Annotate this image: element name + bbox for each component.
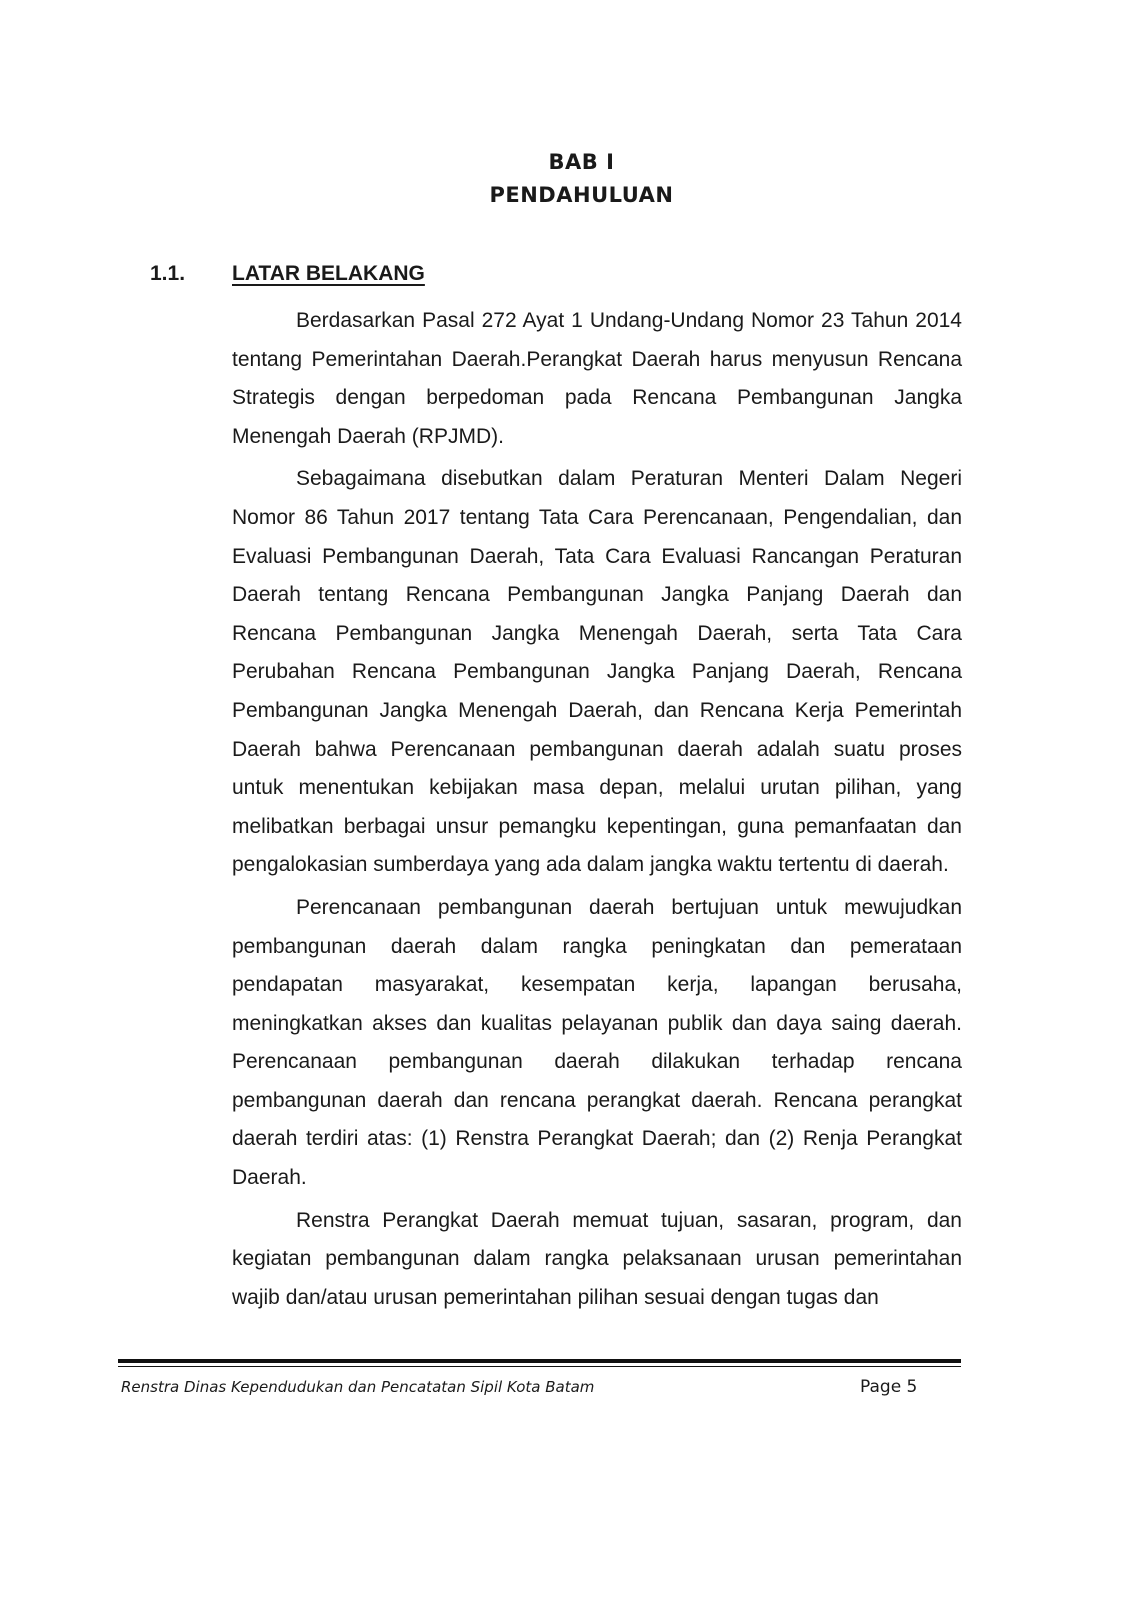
- chapter-title: PENDAHULUAN: [489, 183, 674, 207]
- body-text: [232, 302, 962, 1317]
- footer-document-title: Renstra Dinas Kependudukan dan Pencatatan Sipil Kota Batam: [121, 1378, 595, 1396]
- section-title: LATAR BELAKANG: [232, 262, 425, 285]
- footer-rule-thin: [118, 1366, 961, 1367]
- chapter-label: BAB I: [548, 150, 615, 174]
- paragraph: Perencanaan pembangunan daerah bertujuan untuk mewujudkan pembangunan daerah dalam rangka peningkatan dan pemerataan pendapatan masyarakat, kesempatan kerja, lapangan berusaha, meningkatkan akses dan kualitas pelayanan publik dan daya saing daerah. Perencanaan pembangunan daerah dilakukan terhadap rencana pembangunan daerah dan rencana perangkat daerah. Rencana perangkat daerah terdiri atas: (1) Renstra Perangkat Daerah; dan (2) Renja Perangkat Daerah.: [232, 895, 962, 1190]
- section-number: 1.1.: [150, 262, 186, 285]
- paragraph: Renstra Perangkat Daerah memuat tujuan, sasaran, program, dan kegiatan pembangunan dalam rangka pelaksanaan urusan pemerintahan wajib dan/atau urusan pemerintahan pilihan sesuai dengan tugas dan: [232, 1208, 962, 1309]
- page-number: Page 5: [860, 1377, 918, 1397]
- section-heading: [150, 262, 425, 286]
- paragraph: Berdasarkan Pasal 272 Ayat 1 Undang-Undang Nomor 23 Tahun 2014 tentang Pemerintahan Daerah.Perangkat Daerah harus menyusun Rencana Strategis dengan berpedoman pada Rencana Pembangunan Jangka Menengah Daerah (RPJMD).: [232, 309, 962, 448]
- footer-rule: [118, 1359, 961, 1363]
- paragraph: Sebagaimana disebutkan dalam Peraturan Menteri Dalam Negeri Nomor 86 Tahun 2017 tentang Tata Cara Perencanaan, Pengendalian, dan Evaluasi Pembangunan Daerah, Tata Cara Evaluasi Rancangan Peraturan Daerah tentang Rencana Pembangunan Jangka Panjang Daerah dan Rencana Pembangunan Jangka Menengah Daerah, serta Tata Cara Perubahan Rencana Pembangunan Jangka Panjang Daerah, Rencana Pembangunan Jangka Menengah Daerah, dan Rencana Kerja Pemerintah Daerah bahwa Perencanaan pembangunan daerah adalah suatu proses untuk menentukan kebijakan masa depan, melalui urutan pilihan, yang melibatkan berbagai unsur pemangku kepentingan, guna pemanfaatan dan pengalokasian sumberdaya yang ada dalam jangka waktu tertentu di daerah.: [232, 467, 962, 877]
